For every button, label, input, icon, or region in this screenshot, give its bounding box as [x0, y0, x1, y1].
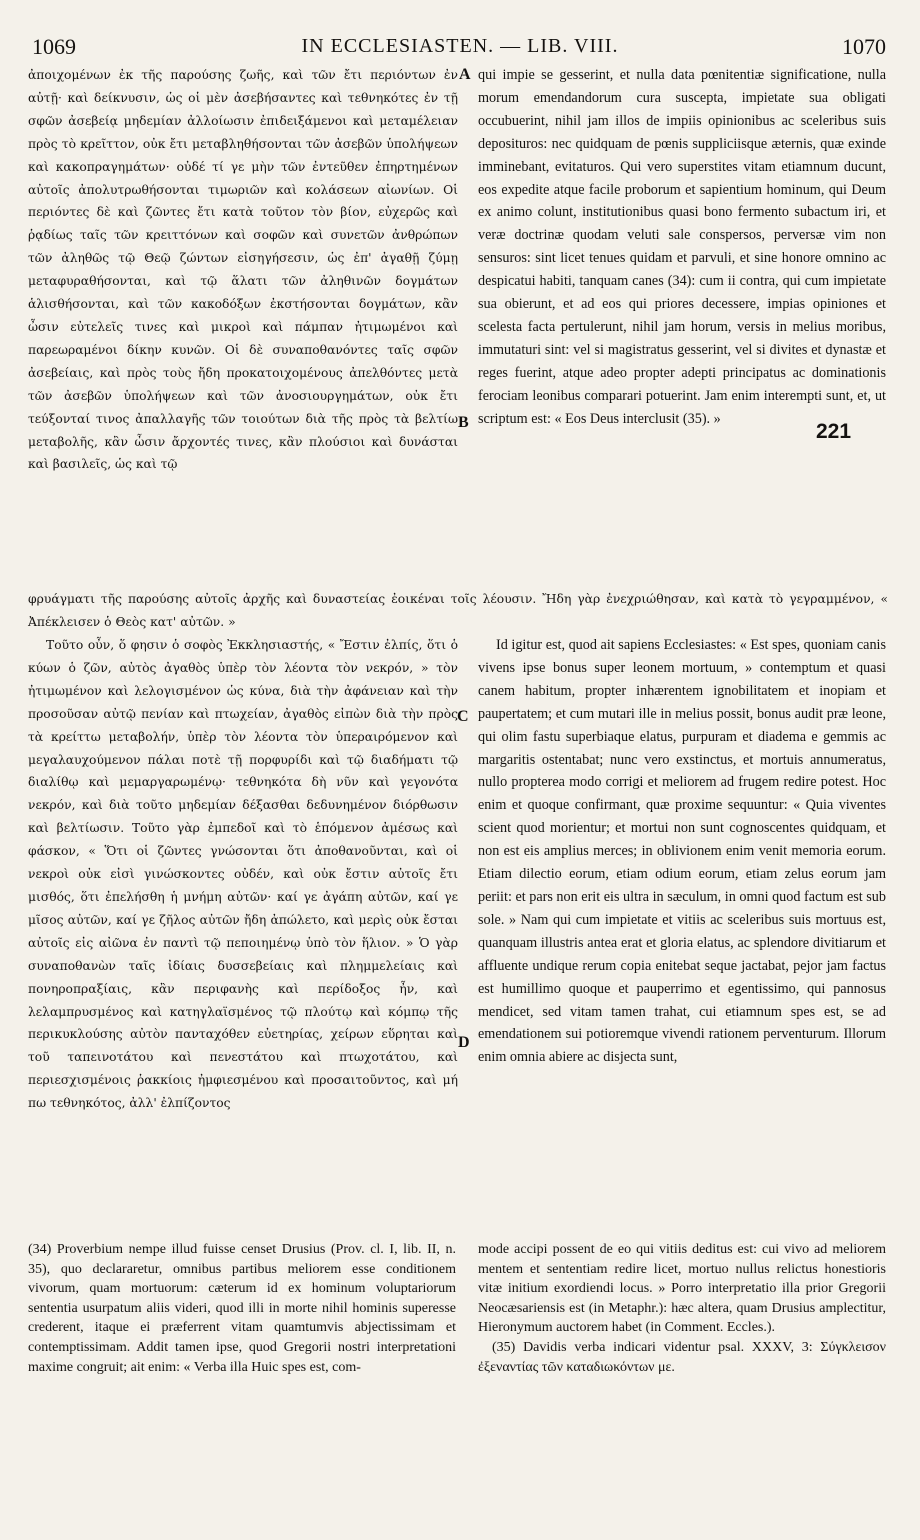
greek-text-upper: ἀποιχομένων ἐκ τῆς παρούσης ζωῆς, καὶ τῶν ἔτι περιόντων ἐν αὐτῇ· καὶ δείκνυσιν, ὡς οἱ μὲν ἀσεβήσαντες καὶ τεθνηκότες ἐν τῇ σφῶν ἀσεβείᾳ μηδεμίαν ἀλλοίωσιν ἐπιδειξάμενοι καὶ μεταμέλειαν πρὸς τὸ κρεῖττον, οὐκ ἔτι μεταβληθήσονται τῶν ἀσεβῶν ὑπολήψεων καὶ κακοπραγημάτων· οὐδέ τί γε μὴν τῶν ἐντεῦθεν ἐπηρτημένων αὐτοῖς ἀπολυτρωθήσονται τιμωριῶν καὶ κολάσεων αἰωνίων. Οἱ περιόντες δὲ καὶ ζῶντες ἔτι κατὰ τοῦτον τὸν βίον, εὐχερῶς καὶ ῥᾳδίως ταῖς τῶν κρειττόνων καὶ σοφῶν καὶ συνετῶν ἀνθρώπων τῶν ἀληθῶς τῷ Θεῷ ζώντων εἰσηγήσεσιν, ὡς ἐπ' ἀγαθῇ ζύμῃ μεταφυραθήσονται, καὶ τῷ ἅλατι τῶν ἀληθινῶν δογμάτων ἁλισθήσονται, καὶ τῶν κακοδόξων ἐκστήσονται δογμάτων, κἂν ὦσιν εὐτελεῖς τινες καὶ μικροὶ καὶ πάμπαν ἠτιμωμένοι καὶ παρεωραμένοι δίκην κυνῶν. Οἱ δὲ συναποθανόντες ταῖς σφῶν ἀσεβείαις, καὶ πρὸς τοὺς ἤδη προκατοιχομένους ἀπελθόντες μετὰ τῶν ἀσεβῶν ὑπολήψεων καὶ τῶν ἀνοσιουργημάτων, οὐκ ἔτι τεύξονταί τινος ἀπαλλαγῆς τῶν τοιούτων διὰ τῆς πρὸς τὰ βελτίω μεταβολῆς, κἂν ὦσιν ἄρχοντές τινες, κἂν πλούσιοι καὶ δυνάσται καὶ βασιλεῖς, ὡς καὶ τῷ: [28, 68, 458, 472]
page-header: [0, 0, 920, 64]
latin-text-lower: Id igitur est, quod ait sapiens Ecclesiastes: « Est spes, quoniam canis vivens ipse bonus super leonem mortuum, » contemptum et quasi canem habitum, propter inhærentem ignobilitatem et inopiam et paupertatem; et cum mutari ille in melius possit, bonus audit præ leone, qui olim fastu superbiaque elatus, purpuram et diadema e gemmis ac margaritis ostentabat; nunc vero exstinctus, et mortuis annumeratus, nullo propterea modo corrigi et meliorem ad frugem redire potest. Hoc enim et quoque confirmant, quæ proxime sequuntur: « Quia viventes scient quod morientur; et mortui non sunt cognoscentes quidquam, et non est eis amplius merces; in oblivionem enim venit memoria eorum. Etiam dilectio eorum, etiam odium eorum, etiam zelus eorum jam periit: et pars non erit eis ultra in sæculum, in omni quod factum est sub sole. » Nam qui cum impietate et vitiis ac sceleribus suis mortuus est, quanquam illustris antea erat et gloria elatus, ac splendore divitiarum et affluente undique rerum copia enitebat seque jactabat, pejor jam factus est humillimo quoque et pauperrimo et egentissimo, qui pannosus mendicet, sed vitam tamen trahat, cui etiamnum spes est, se ad emendationem sui potioremque vivendi rationem perventurum. Illorum enim omnia abiere ac disjecta sunt,: [478, 637, 886, 1066]
latin-column-upper: [478, 64, 886, 586]
greek-text-lower: Τοῦτο οὖν, ὅ φησιν ὁ σοφὸς Ἐκκλησιαστής, « Ἔστιν ἐλπίς, ὅτι ὁ κύων ὁ ζῶν, αὐτὸς ἀγαθὸς ὑπὲρ τὸν λέοντα τὸν νεκρόν, » τὸν ἠτιμωμένον καὶ λελογισμένον ὡς κύνα, διὰ τὴν ἀφάνειαν καὶ τὴν προσοῦσαν αὐτῷ πενίαν καὶ πτωχείαν, ἀγαθὸς εἰπὼν διὰ τὴν πρὸς τὰ κρείττω μεταβολήν, ὑπὲρ τὸν λέοντα τὸν ὑπεραιρόμενον καὶ μεγαλαυχούμενον πάλαι ποτὲ τῇ πορφυρίδι καὶ τῷ διαδήματι τῷ διαλίθῳ καὶ μεμαργαρωμένῳ· τεθνηκότα δὴ νῦν καὶ γεγονότα νεκρόν, καὶ διὰ τοῦτο μηδεμίαν δέξασθαι δεδυνημένον διόρθωσιν καὶ βελτίωσιν. Τοῦτο γὰρ ἐμπεδοῖ καὶ τὸ ἑπόμενον ἀμέσως καὶ φάσκον, « Ὅτι οἱ ζῶντες γνώσονται ὅτι ἀποθανοῦνται, καὶ οἱ νεκροὶ οὐκ εἰσὶ γινώσκοντες οὐδέν, καὶ οὐκ ἔστιν αὐτοῖς ἔτι μισθός, ὅτι ἐπελήσθη ἡ μνήμη αὐτῶν· καί γε ἀγάπη αὐτῶν, καί γε μῖσος αὐτῶν, καί γε ζῆλος αὐτῶν ἤδη ἀπώλετο, καὶ μερὶς οὐκ ἔσται αὐτοῖς εἰς αἰῶνα ἐν παντὶ τῷ πεποιημένῳ ὑπὸ τὸν ἥλιον. » Ὁ γὰρ συναποθανὼν ταῖς ἰδίαις δυσσεβείαις καὶ πλημμελείαις καὶ πονηροπραξίαις, κἂν περιφανὴς καὶ περίδοξος ἦν, καὶ λελαμπρυσμένος καὶ κατηγλαϊσμένος τῷ πλούτῳ καὶ κόμπῳ τῆς περικυκλούσης αὐτὸν πανταχόθεν εὐετηρίας, χείρων εὕρηται καὶ τοῦ ταπεινοτάτου καὶ πενεστάτου καὶ πτωχοτάτου, καὶ περιεσχισμένοις ῥακκίοις ἠμφιεσμένου καὶ προσαιτοῦντος, καὶ μή πω τεθνηκότος, ἀλλ' ἐλπίζοντος: [28, 638, 458, 1111]
greek-text-wide: φρυάγματι τῆς παρούσης αὐτοῖς ἀρχῆς καὶ δυναστείας ἐοικέναι τοῖς λέουσιν. Ἤδη γὰρ ἐνεχριώθησαν, καὶ κατὰ τὸ γεγραμμένον, « Ἀπέκλεισεν ὁ Θεὸς κατ' αὐτῶν. »: [28, 592, 888, 629]
greek-wide-lines: [28, 588, 888, 634]
margin-marker-b: B: [458, 414, 469, 431]
footnote-34-continued: mode accipi possent de eo qui vitiis deditus est: cui vivo ad meliorem mentem et sententiam redire licet, mortuo nullus relictus honestioris vitæ initium exordiendi locus. » Porro interpretatio illa prior Gregorii Neocæsariensis est (in Metaphr.): hæc altera, quam Drusius amplectitur, Hieronymum auctorem habet (in Comment. Eccles.).: [478, 1242, 886, 1336]
column-page-badge: 221: [816, 420, 852, 443]
footnote-35: (35) Davidis verba indicari videntur psal. XXXV, 3: Σύγκλεισον ἐξεναντίας τῶν καταδιωκόντων με.: [478, 1339, 886, 1375]
latin-column-lower: [478, 634, 886, 1232]
footnote-column-left: [28, 1240, 456, 1377]
running-title: IN ECCLESIASTEN. — LIB. VIII.: [301, 35, 619, 57]
margin-marker-a: A: [459, 66, 471, 83]
right-page-number: 1070: [842, 34, 886, 59]
greek-column-upper: [28, 64, 458, 586]
latin-text-upper: qui impie se gesserint, et nulla data pœnitentiæ significatione, nulla morum emendandorum cura suscepta, impietate sua obligati occubuerint, nihil jam illos de impiis opinionibus ac sceleribus suis deposituros: nec quidquam de pœnis suppliciisque æternis, quæ exinde imminebant, evitaturos. Qui vero superstites vitam etiamnum ducunt, eos expedite atque facile proborum et sapientium hominum, qui Deum ex animo colunt, institutionibus quasi bono fermento subactum iri, et veræ doctrinæ quodam veluti sale conspersos, perversæ vim non sensuros: sint licet tenues quidam et parvuli, et sine honore omnino ac despicatui habiti, tanquam canes (34): cum ii contra, qui cum impietate sua obierunt, et ad eos qui priores decessere, impias opiniones et scelesta facta pertulerunt, nihil jam horum, versis in melius moribus, immutaturi sint: vel si magistratus gesserint, vel si divites et dynastæ et reges fuerint, atque adeo propter adepti principatus ac dominationis ferociam leonibus comparari potuerint. Jam enim interempti sunt, et, ut scriptum est: « Eos Deus interclusit (35). »: [478, 67, 886, 427]
greek-column-lower: [28, 634, 458, 1232]
footnote-34: (34) Proverbium nempe illud fuisse censet Drusius (Prov. cl. I, lib. II, n. 35), quo declararetur, omnibus partibus meliorem esse conditionem vivorum, quam mortuorum: cæterum id ex hominum voluptariorum sententia usurpatum aliis videri, quod illi in morte nihil hominis superesse crederent, itaque ei præferrent vitam quamtumvis abjectissimam et contemptissimam. Addit tamen ipse, quod Gregorii nostri interpretationi maxime congruit; ait enim: « Verba illa Huic spes est, com-: [28, 1242, 456, 1375]
margin-marker-d: D: [458, 1034, 470, 1051]
margin-marker-c: C: [457, 708, 469, 725]
left-page-number: 1069: [32, 34, 76, 59]
footnote-column-right: [478, 1240, 886, 1377]
